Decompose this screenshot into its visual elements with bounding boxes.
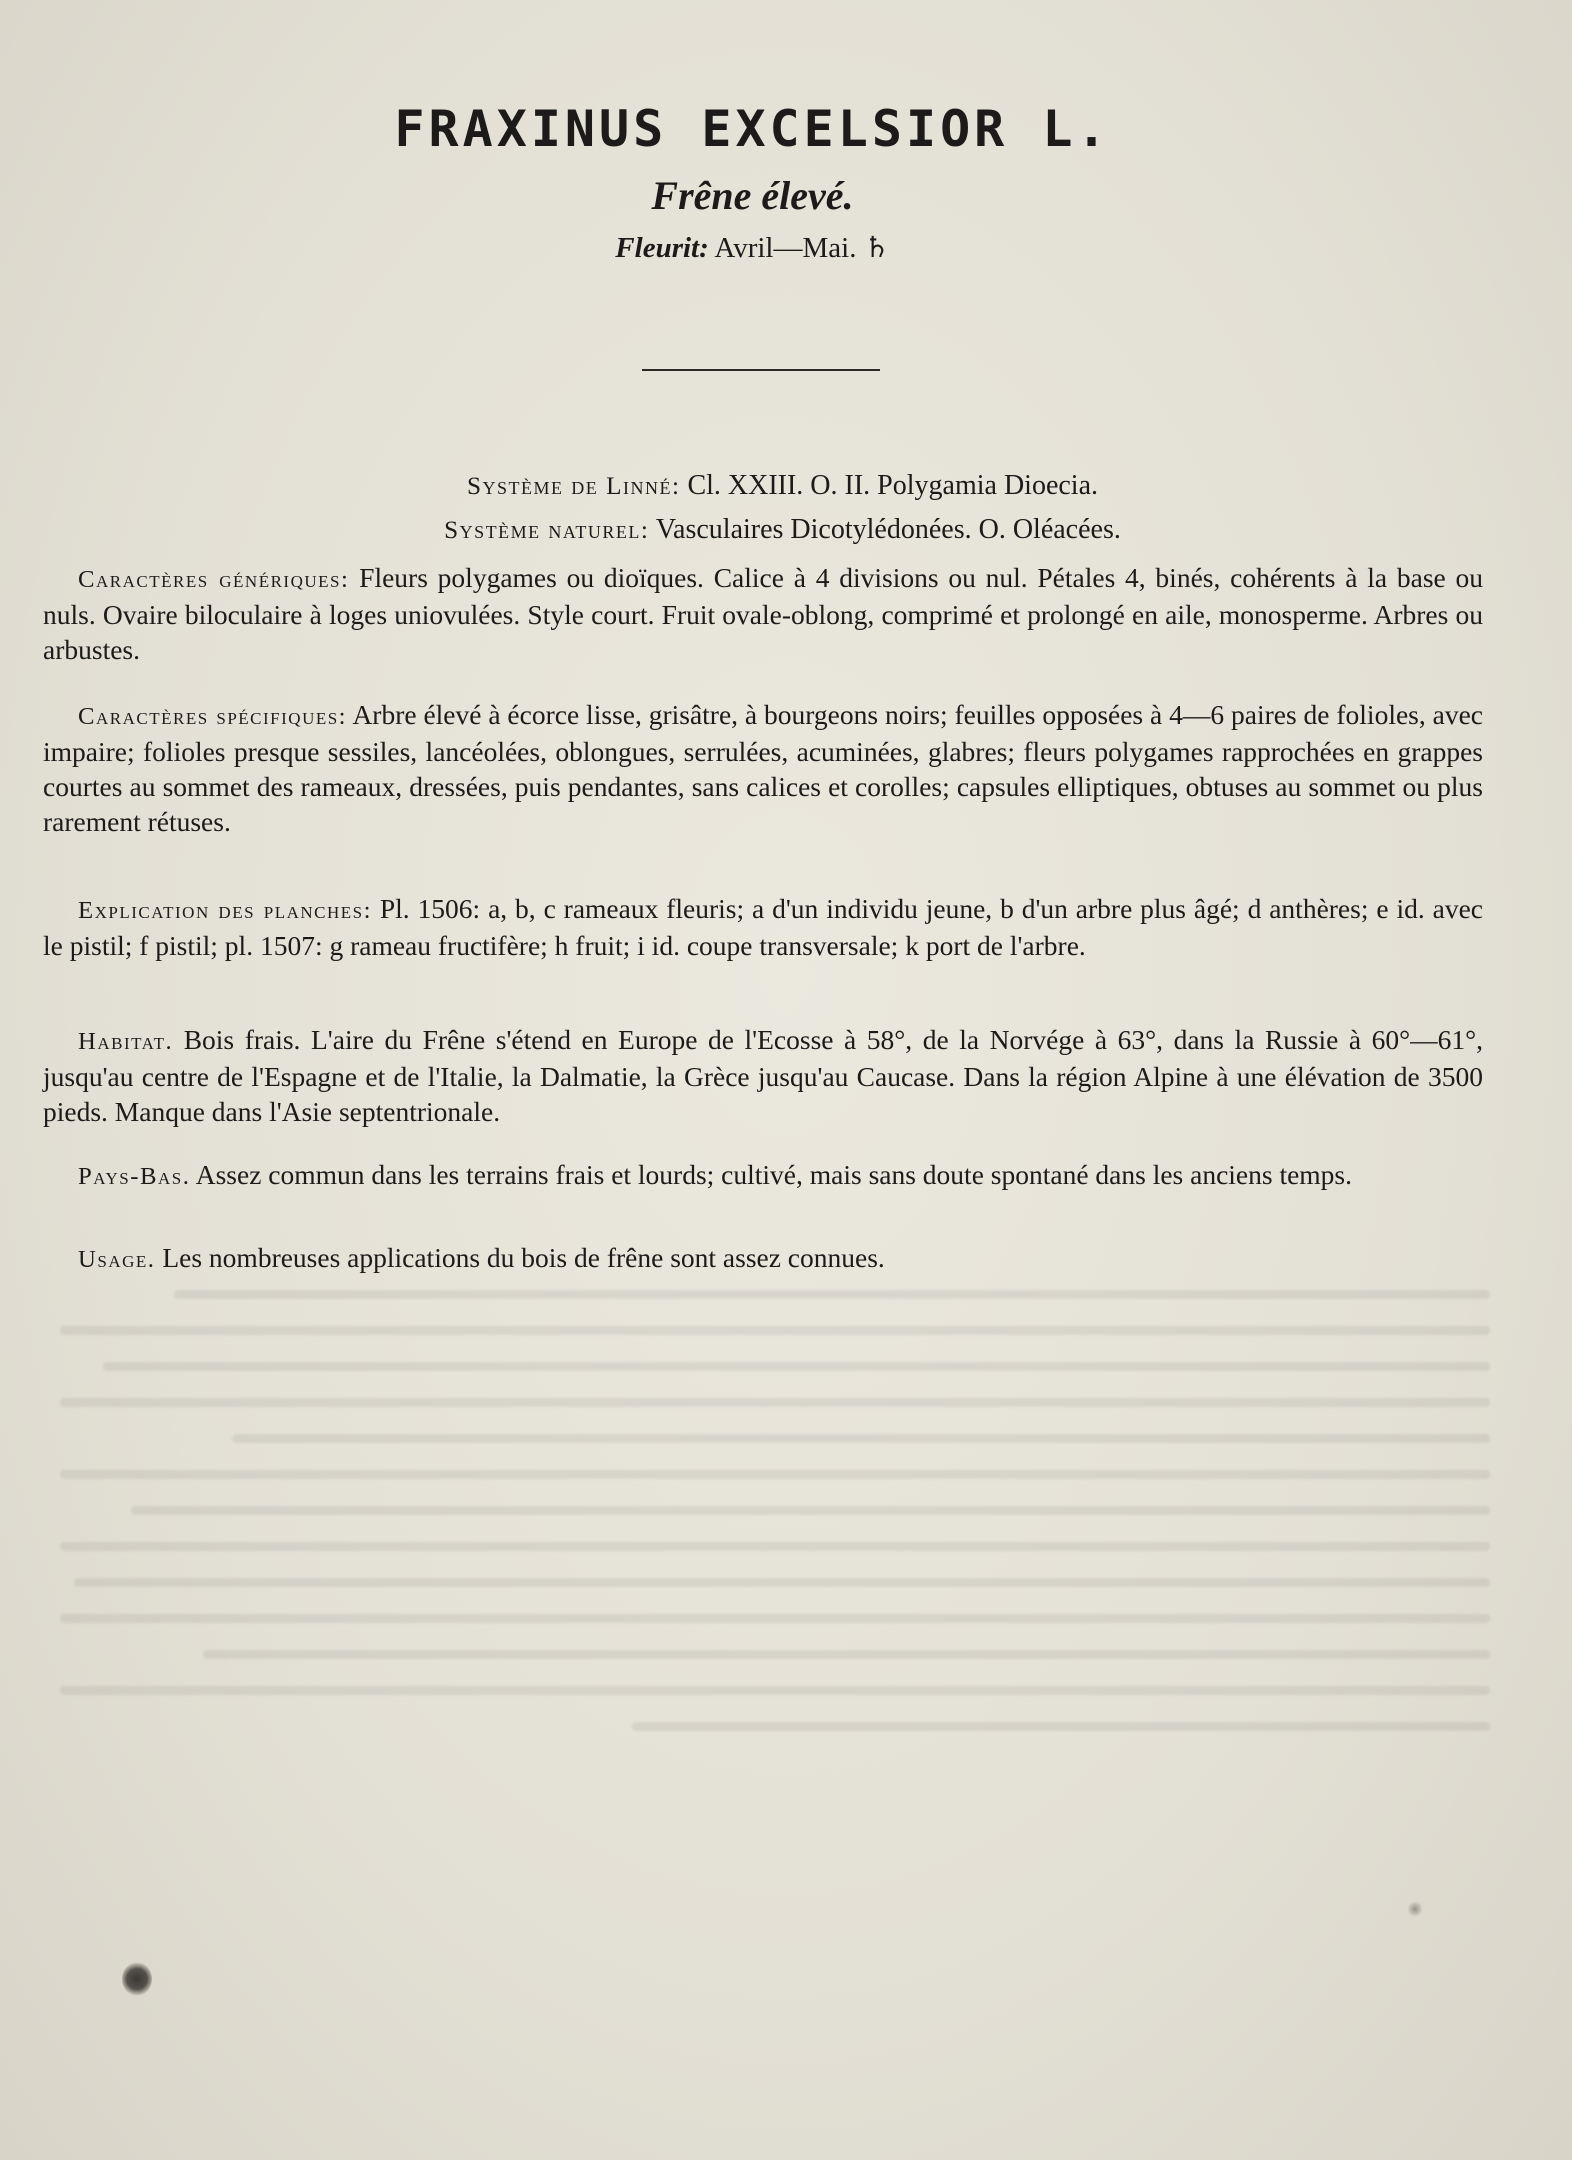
system-linne-value: Cl. XXIII. O. II. Polygamia Dioecia.: [687, 470, 1099, 501]
section-usage: [43, 1240, 1483, 1277]
flowering-line: [0, 230, 1505, 265]
paper-stain: [122, 1962, 152, 1996]
usage-label: Usage.: [78, 1246, 156, 1273]
reverse-side-show-through: [60, 1290, 1490, 1810]
netherlands-text: Assez commun dans les terrains frais et lourds; cultivé, mais sans doute spontané dans les anciens temps.: [195, 1159, 1353, 1190]
system-linne-label: Système de Linné:: [466, 473, 681, 500]
paper-stain-small: [1408, 1900, 1422, 1918]
netherlands-label: Pays-Bas.: [78, 1163, 191, 1190]
system-naturel-value: Vasculaires Dicotylédonées. O. Oléacées.: [655, 514, 1121, 545]
flowering-label: Fleurit:: [615, 232, 709, 264]
system-naturel: [30, 514, 1535, 546]
plate-explanation-label: Explication des planches:: [78, 897, 372, 924]
system-naturel-label: Système naturel:: [444, 517, 650, 544]
title-divider: [642, 369, 880, 371]
section-habitat: [43, 1022, 1483, 1129]
habitat-text: Bois frais. L'aire du Frêne s'étend en Europe de l'Ecosse à 58°, de la Norvége à 63°, dans la Russie à 60°—61°, jusqu'au centre de l'Espagne et de l'Italie, la Dalmatie, la Grèce jusqu'au Caucase. Dans la région Alpine à une élévation de 3500 pieds. Manque dans l'Asie septentrionale.: [43, 1024, 1483, 1127]
plate-explanation-text: Pl. 1506: a, b, c rameaux fleuris; a d'un individu jeune, b d'un arbre plus âgé; d anthères; e id. avec le pistil; f pistil; pl. 1507: g rameau fructifère; h fruit; i id. coupe transversale; k port de l'arbre.: [43, 893, 1483, 961]
specific-characters-text: Arbre élevé à écorce lisse, grisâtre, à bourgeons noirs; feuilles opposées à 4—6 paires de folioles, avec impaire; folioles presque sessiles, lancéolées, oblongues, serrulées, acuminées, glabres; fleurs polygames rapprochées en grappes courtes au sommet des rameaux, dressées, puis pendantes, sans calices et corolles; capsules elliptiques, obtuses au sommet ou plus rarement rétuses.: [43, 699, 1483, 837]
section-netherlands: [43, 1157, 1483, 1194]
section-plate-explanation: [43, 891, 1483, 963]
flowering-value: Avril—Mai. ♄: [714, 232, 890, 264]
usage-text: Les nombreuses applications du bois de frêne sont assez connues.: [162, 1242, 885, 1273]
page-title: FRAXINUS EXCELSIOR L.: [394, 100, 1111, 158]
specific-characters-label: Caractères spécifiques:: [78, 703, 348, 730]
section-specific-characters: [43, 697, 1483, 839]
system-linne: [30, 470, 1535, 502]
generic-characters-text: Fleurs polygames ou dioïques. Calice à 4 divisions ou nul. Pétales 4, binés, cohérents à la base ou nuls. Ovaire biloculaire à loges uniovulées. Style court. Fruit ovale-oblong, comprimé et prolongé en aile, monosperme. Arbres ou arbustes.: [43, 562, 1484, 665]
habitat-label: Habitat.: [78, 1028, 174, 1055]
generic-characters-label: Caractères génériques:: [78, 566, 350, 593]
page-subtitle: Frêne élevé.: [651, 173, 854, 218]
section-generic-characters: [43, 560, 1483, 667]
